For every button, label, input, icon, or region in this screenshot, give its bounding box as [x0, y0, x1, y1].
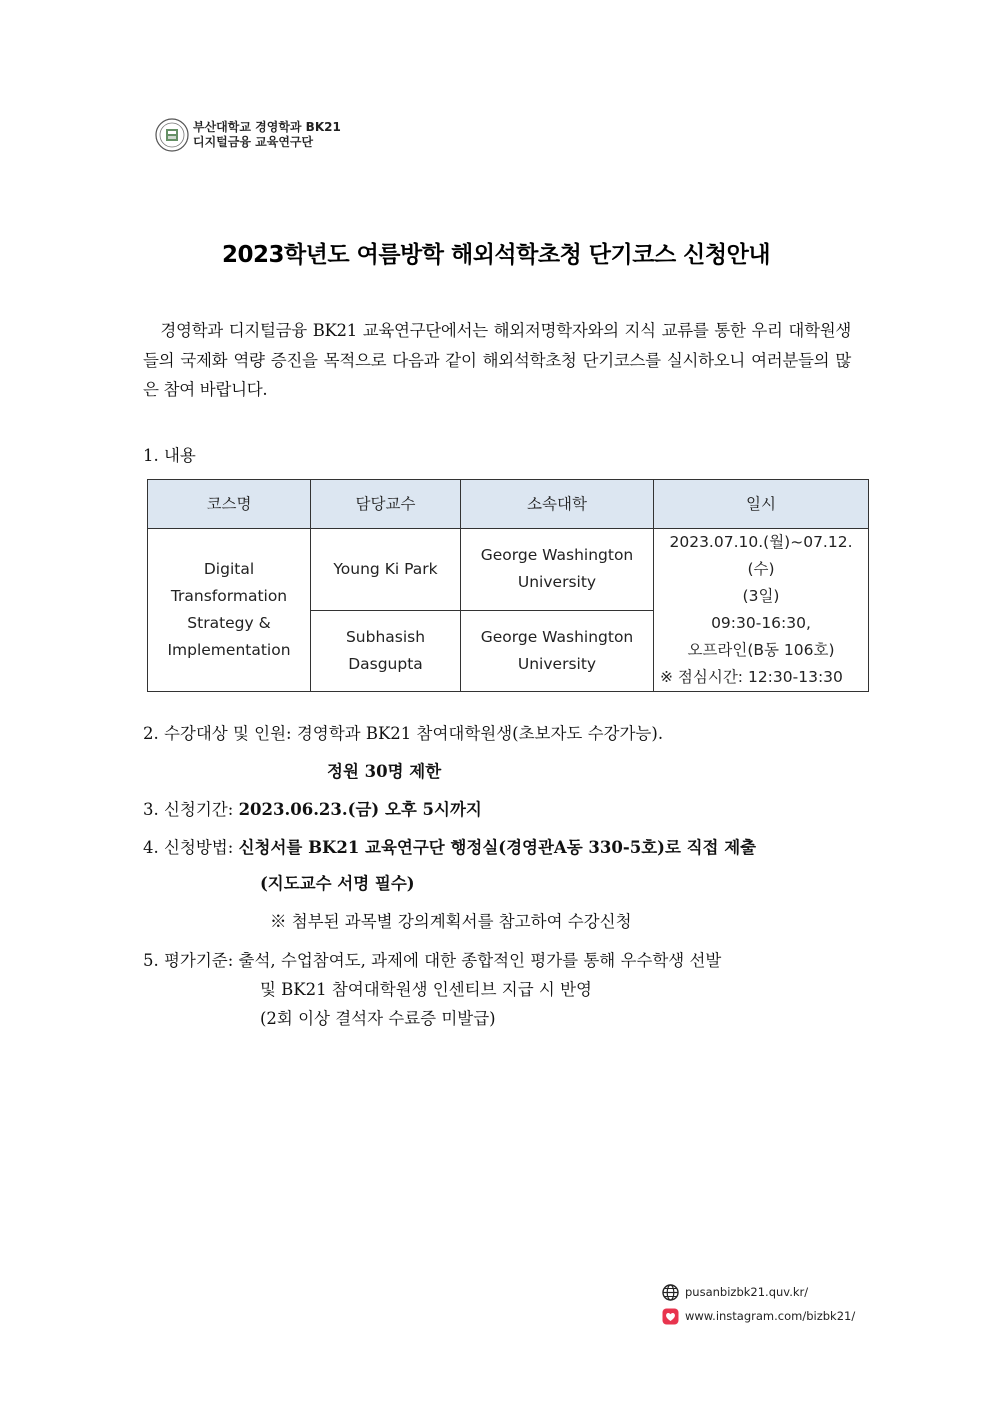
schedule-cell: [654, 529, 869, 692]
section1-heading: 1. 내용: [143, 446, 196, 465]
professor-cell: Subhasish Dasgupta: [311, 610, 461, 692]
table-header-row: [148, 480, 869, 529]
professor-cell: Young Ki Park: [311, 529, 461, 611]
schedule-days: (3일): [742, 587, 780, 605]
instagram-url: www.instagram.com/bizbk21/: [685, 1309, 856, 1323]
section5-line2: 및 BK21 참여대학원생 인센티브 지급 시 반영: [260, 980, 592, 999]
schedule-dates: 2023.07.10.(월)~07.12.(수): [669, 533, 853, 578]
section5: [143, 946, 721, 1033]
section4-value2: (지도교수 서명 필수): [260, 874, 415, 893]
page-title: 2023학년도 여름방학 해외석학초청 단기코스 신청안내: [221, 242, 771, 268]
table-row: [148, 529, 869, 611]
section4: [143, 834, 756, 858]
instagram-link[interactable]: [662, 1304, 855, 1328]
header-schedule: 일시: [654, 480, 869, 529]
heart-icon: [662, 1308, 679, 1325]
header-university: 소속대학: [461, 480, 654, 529]
section2-text: 2. 수강대상 및 인원: 경영학과 BK21 참여대학원생(초보자도 수강가능).: [143, 724, 664, 743]
footer-links: [662, 1280, 855, 1328]
schedule-time: 09:30-16:30,: [711, 614, 811, 632]
intro-text: 경영학과 디지털금융 BK21 교육연구단에서는 해외저명학자와의 지식 교류를 통한 우리 대학원생들의 국제화 역량 증진을 목적으로 다음과 같이 해외석학초청 단기코스를 실시하오니 여러분들의 많은 참여 바랍니다.: [143, 321, 851, 399]
letterhead-line2: 디지털금융 교육연구단: [193, 135, 314, 149]
header-course-name: 코스명: [148, 480, 311, 529]
course-table: [147, 479, 869, 692]
section4-note: ※ 첨부된 과목별 강의계획서를 참고하여 수강신청: [270, 912, 632, 931]
section5-line3: (2회 이상 결석자 수료증 미발급): [260, 1009, 496, 1028]
university-seal-logo: [155, 118, 189, 152]
section3-value: 2023.06.23.(금) 오후 5시까지: [238, 800, 482, 819]
section4-value: 신청서를 BK21 교육연구단 행정실(경영관A동 330-5호)로 직접 제출: [238, 838, 757, 857]
university-cell: George Washington University: [461, 610, 654, 692]
schedule-place: 오프라인(B동 106호): [687, 641, 835, 659]
website-url: pusanbizbk21.quv.kr/: [685, 1285, 809, 1299]
globe-icon: [662, 1284, 679, 1301]
website-link[interactable]: [662, 1280, 855, 1304]
course-name-cell: Digital Transformation Strategy & Implementation: [148, 529, 311, 692]
letterhead: [155, 118, 341, 152]
section3-label: 3. 신청기간:: [143, 800, 239, 819]
section5-line1: 5. 평가기준: 출석, 수업참여도, 과제에 대한 종합적인 평가를 통해 우수학생 선발: [143, 951, 722, 970]
university-cell: George Washington University: [461, 529, 654, 611]
section3: [143, 796, 482, 820]
section2-limit: 정원 30명 제한: [327, 762, 442, 781]
schedule-lunch: ※ 점심시간: 12:30-13:30: [660, 668, 843, 686]
intro-paragraph: [143, 316, 851, 405]
header-professor: 담당교수: [311, 480, 461, 529]
letterhead-line1: 부산대학교 경영학과 BK21: [193, 120, 341, 134]
section4-label: 4. 신청방법:: [143, 838, 239, 857]
